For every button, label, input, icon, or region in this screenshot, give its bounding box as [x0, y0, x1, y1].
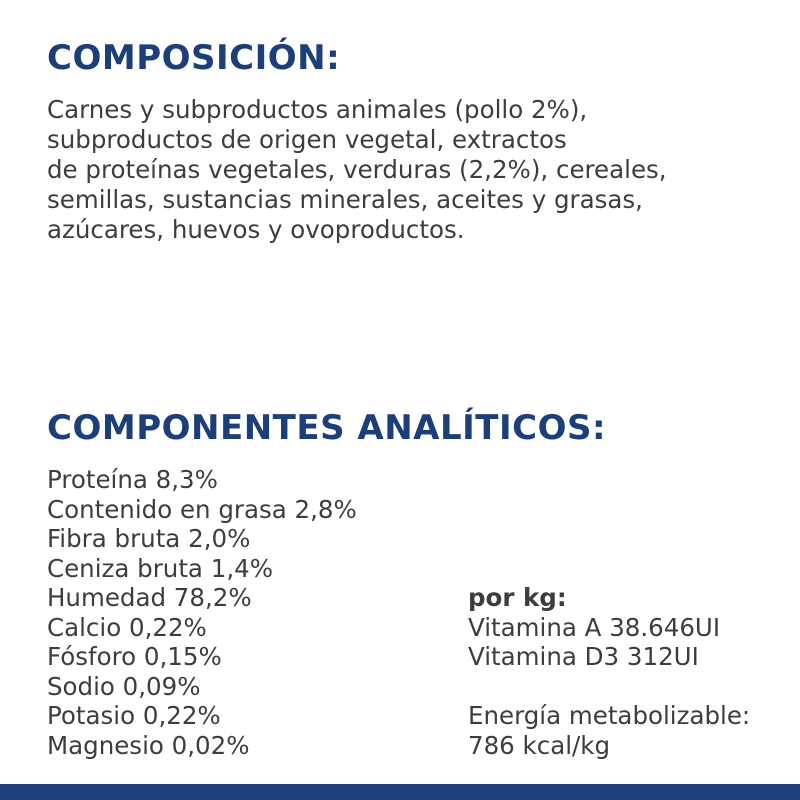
analytical-item: Contenido en grasa 2,8% [47, 494, 357, 524]
analytical-item: Sodio 0,09% [47, 671, 201, 701]
analytical-list [47, 465, 357, 760]
vitamin-a-value: Vitamina A 38.646UI [468, 612, 721, 642]
analytical-item: Fibra bruta 2,0% [47, 524, 251, 553]
analytical-item: Magnesio 0,02% [47, 730, 250, 760]
composition-line: azúcares, huevos y ovoproductos. [47, 215, 465, 244]
bottom-bar [0, 784, 800, 800]
analytical-item: Fósforo 0,15% [47, 642, 222, 671]
composition-heading: COMPOSICIÓN: [47, 38, 341, 78]
composition-line: Carnes y subproductos animales (pollo 2%), [47, 95, 588, 124]
analytical-heading: COMPONENTES ANALÍTICOS: [47, 408, 607, 448]
per-kg-block [468, 583, 750, 760]
composition-line: subproductos de origen vegetal, extractos [47, 125, 567, 154]
energy-label: Energía metabolizable: [468, 701, 751, 730]
composition-line: de proteínas vegetales, verduras (2,2%), cereales, [47, 155, 667, 184]
analytical-item: Calcio 0,22% [47, 612, 207, 642]
analytical-item: Humedad 78,2% [47, 583, 252, 612]
composition-text [47, 95, 667, 245]
composition-line: semillas, sustancias minerales, aceites y grasas, [47, 185, 643, 214]
spacer [468, 672, 750, 702]
vitamin-d3-value: Vitamina D3 312UI [468, 642, 699, 671]
per-kg-label: por kg: [468, 583, 567, 612]
analytical-item: Proteína 8,3% [47, 465, 218, 494]
analytical-item: Potasio 0,22% [47, 701, 221, 730]
analytical-item: Ceniza bruta 1,4% [47, 553, 273, 583]
energy-value: 786 kcal/kg [468, 730, 611, 760]
